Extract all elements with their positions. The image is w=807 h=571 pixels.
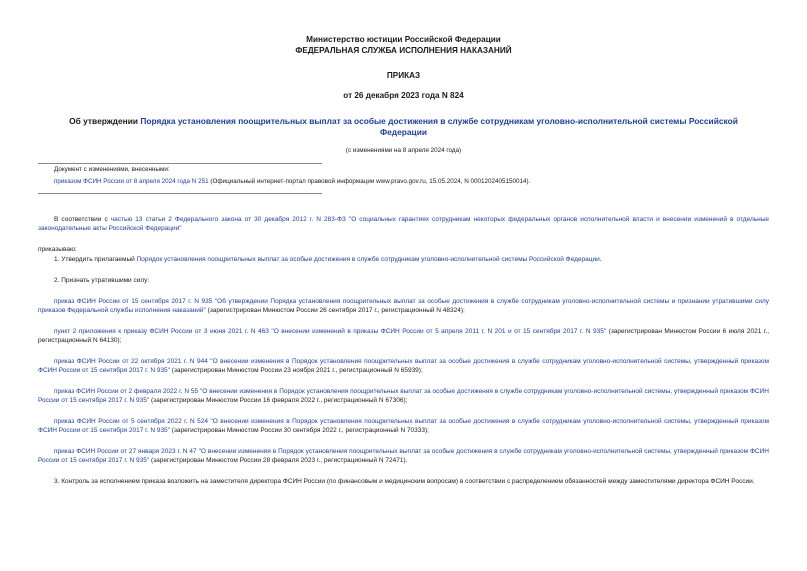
revision-note: (с изменениями на 8 апреля 2024 года) (345, 147, 462, 155)
order-word: приказываю: (38, 246, 77, 254)
changes-block (38, 166, 769, 186)
item-1-text: 1. Утвердить прилагаемый (54, 256, 137, 264)
voided-order-4-rest: (зарегистрирован Минюстом России 16 февраля 2022 г., регистрационный N 67306); (149, 397, 408, 404)
voided-order-1-rest: (зарегистрирован Минюстом России 26 сентября 2017 г., регистрационный N 48324); (205, 307, 465, 315)
voided-order-5-rest: (зарегистрирован Минюстом России 30 сентября 2022 г., регистрационный N 70333); (169, 426, 429, 434)
preamble-text: В соответствии с (54, 216, 111, 224)
item-2: 2. Признать утратившими силу: (54, 277, 150, 285)
changes-heading: Документ с изменениями, внесенными: (54, 166, 170, 173)
top-rule (38, 163, 322, 164)
preamble-link[interactable]: частью 13 статьи 2 Федерального закона от 30 декабря 2012 г. N 283-ФЗ "О социальных гарантиях сотрудникам некоторых федеральных органов исполнительной власти и внесении изменений в отдельные законодательные акты Российской Федерации" (38, 216, 769, 233)
ministry-heading: Министерство юстиции Российской Федерации (306, 35, 501, 44)
document-title (38, 116, 769, 139)
voided-order-3 (38, 358, 769, 376)
item-1-end: . (599, 256, 602, 264)
voided-order-2 (38, 328, 769, 346)
preamble-paragraph (38, 216, 769, 234)
item-1 (38, 256, 769, 265)
voided-order-5-link[interactable]: приказ ФСИН России от 5 сентября 2022 г. N 524 "О внесении изменения в Порядок установления поощрительных выплат за особые достижения в службе сотрудникам уголовно-исполнительной системы, утвержденный приказом ФСИН России от 15 сентября 2017 г. N 935" (38, 417, 769, 434)
voided-order-1-link[interactable]: приказ ФСИН России от 15 сентября 2017 г. N 935 "Об утверждении Порядка установления поощрительных выплат за особые достижения в службе сотрудникам уголовно-исполнительной системы и признании утратившими силу приказов Федеральной службы исполнения наказаний" (38, 298, 769, 315)
voided-order-4-link[interactable]: приказ ФСИН России от 2 февраля 2022 г. N 55 "О внесении изменения в Порядок установления поощрительных выплат за особые достижения в службе сотрудникам уголовно-исполнительной системы, утвержденный приказом ФСИН России от 15 сентября 2017 г. N 935" (38, 388, 769, 404)
voided-order-3-rest: (зарегистрирован Минюстом России 23 ноября 2021 г., регистрационный N 65939); (169, 367, 423, 375)
item-1-link[interactable]: Порядок установления поощрительных выплат за особые достижения в службе сотрудникам уголовно-исполнительной системы Российской Федерации (136, 256, 600, 264)
changes-rest: (Официальный интернет-портал правовой информации www.pravo.gov.ru, 15.05.2024, N 0001202405150014). (208, 177, 531, 185)
item-3: 3. Контроль за исполнением приказа возложить на заместителя директора ФСИН России (по финансовым и медицинским вопросам) в соответствии с распределением обязанностей между заместителями директора ФСИН России. (54, 477, 755, 485)
voided-order-3-link[interactable]: приказ ФСИН России от 22 октября 2021 г. N 944 "О внесении изменения в Порядок установления поощрительных выплат за особые достижения в службе сотрудникам уголовно-исполнительной системы, утвержденный приказом ФСИН России от 15 сентября 2017 г. N 935" (38, 358, 769, 375)
changes-line (54, 178, 769, 187)
voided-order-6-link[interactable]: приказ ФСИН России от 27 января 2023 г. N 47 "О внесении изменения в Порядок установления поощрительных выплат за особые достижения в службе сотрудникам уголовно-исполнительной системы, утвержденный приказом ФСИН России от 15 сентября 2017 г. N 935" (38, 447, 769, 464)
title-link[interactable]: Порядка установления поощрительных выплат за особые достижения в службе сотрудникам уголовно-исполнительной системы Российской Федерации (140, 115, 738, 137)
voided-order-6-rest: (зарегистрирован Минюстом России 28 февраля 2023 г., регистрационный N 72471). (149, 456, 408, 464)
voided-order-1 (38, 298, 769, 316)
doc-date-heading: от 26 декабря 2023 года N 824 (343, 90, 464, 100)
voided-order-2-link[interactable]: пункт 2 приложения к приказу ФСИН России от 3 июня 2021 г. N 463 "О внесении изменений в приказы ФСИН России от 5 апреля 2011 г. N 201 и от 15 сентября 2017 г. N 935" (54, 328, 607, 336)
voided-order-6 (38, 448, 769, 466)
title-prefix: Об утверждении (69, 115, 141, 126)
voided-order-5 (38, 418, 769, 436)
service-heading: ФЕДЕРАЛЬНАЯ СЛУЖБА ИСПОЛНЕНИЯ НАКАЗАНИЙ (295, 45, 512, 55)
bottom-rule (38, 193, 322, 194)
doc-type-heading: ПРИКАЗ (386, 71, 421, 81)
changes-link[interactable]: приказом ФСИН России от 8 апреля 2024 года N 251 (54, 177, 209, 185)
voided-order-4 (38, 388, 769, 406)
voided-order-2-rest: (зарегистрирован Минюстом России 6 июля 2021 г., регистрационный N 64130); (38, 328, 769, 345)
